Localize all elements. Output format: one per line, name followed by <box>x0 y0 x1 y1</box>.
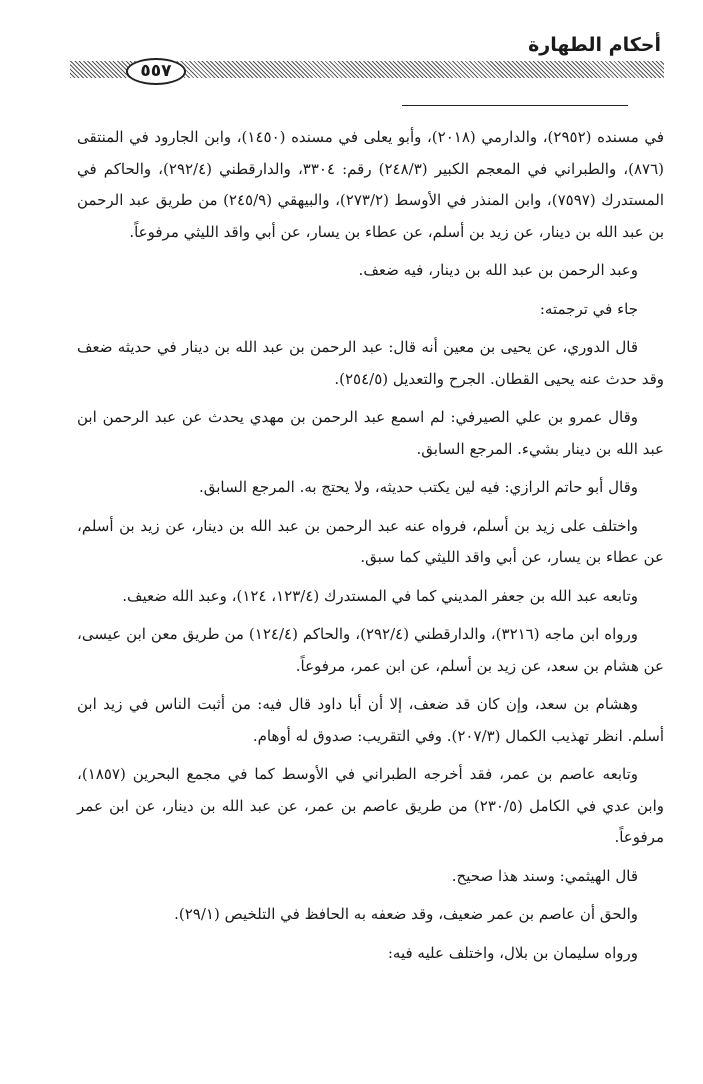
page-number: ٥٥٧ <box>126 58 186 85</box>
running-title: أحكام الطهارة <box>528 34 661 56</box>
paragraph: في مسنده (٢٩٥٢)، والدارمي (٢٠١٨)، وأبو يعلى في مسنده (١٤٥٠)، وابن الجارود في المنتقى (٨٧٦)، والطبراني في المعجم الكبير (٢٤٨/٣) رقم: ٣٣٠٤، والدارقطني (٢٩٢/٤)، والحاكم في المستدرك (٧٥٩٧)، وابن المنذر في الأوسط (٢٧٣/٢)، والبيهقي (٢٤٥/٩) من طريق عبد الرحمن بن عبد الله بن دينار، عن زيد بن أسلم، عن عطاء بن يسار، عن أبي واقد الليثي مرفوعاً. <box>77 128 665 241</box>
paragraph: جاء في ترجمته: <box>539 299 638 318</box>
paragraph: وقال عمرو بن علي الصيرفي: لم اسمع عبد الرحمن بن مهدي يحدث عن عبد الرحمن ابن عبد الله بن دينار بشيء. المرجع السابق. <box>77 408 664 458</box>
footnote-text <box>77 122 664 976</box>
footnote-separator <box>402 105 628 106</box>
paragraph: قال الدوري، عن يحيى بن معين أنه قال: عبد الرحمن بن عبد الله بن دينار في حديثه ضعف وقد حدث عنه يحيى القطان. الجرح والتعديل (٢٥٤/٥). <box>77 338 664 388</box>
paragraph: وهشام بن سعد، وإن كان قد ضعف، إلا أن أبا داود قال فيه: من أثبت الناس في زيد ابن أسلم. انظر تهذيب الكمال (٢٠٧/٣). وفي التقريب: صدوق له أوهام. <box>77 695 664 745</box>
paragraph: وتابعه عبد الله بن جعفر المديني كما في المستدرك (١٢٣/٤، ١٢٤)، وعبد الله ضعيف. <box>122 586 638 605</box>
paragraph: وقال أبو حاتم الرازي: فيه لين يكتب حديثه، ولا يحتج به. المرجع السابق. <box>198 478 638 496</box>
paragraph: ورواه ابن ماجه (٣٢١٦)، والدارقطني (٢٩٢/٤)، والحاكم (١٢٤/٤) من طريق معن ابن عيسى، عن هشام بن سعد، عن زيد بن أسلم، عن ابن عمر، مرفوعاً. <box>77 625 664 675</box>
paragraph: والحق أن عاصم بن عمر ضعيف، وقد ضعفه به الحافظ في التلخيص (٢٩/١). <box>174 905 638 923</box>
paragraph: قال الهيثمي: وسند هذا صحيح. <box>451 866 638 885</box>
paragraph: واختلف على زيد بن أسلم، فرواه عنه عبد الرحمن بن عبد الله بن دينار، عن زيد بن أسلم، عن عطاء بن يسار، عن أبي واقد الليثي كما سبق. <box>77 516 664 566</box>
paragraph: ورواه سليمان بن بلال، واختلف عليه فيه: <box>387 943 638 962</box>
paragraph: وتابعه عاصم بن عمر، فقد أخرجه الطبراني في الأوسط كما في مجمع البحرين (١٨٥٧)، وابن عدي في الكامل (٢٣٠/٥) من طريق عاصم بن عمر، عن عبد الله بن دينار، عن ابن عمر مرفوعاً. <box>77 765 665 846</box>
paragraph: وعبد الرحمن بن عبد الله بن دينار، فيه ضعف. <box>358 261 638 279</box>
